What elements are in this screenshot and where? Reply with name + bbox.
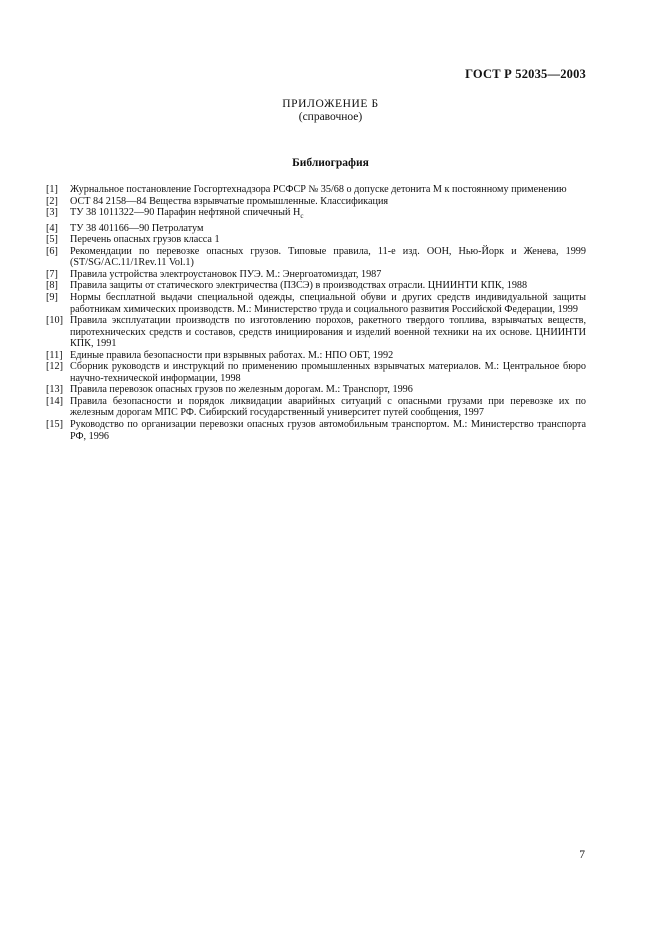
bibliography-item bbox=[46, 196, 586, 208]
document-code: ГОСТ Р 52035—2003 bbox=[465, 67, 586, 81]
bibliography-item-text: Правила устройства электроустановок ПУЭ. М.: Энергоатомиздат, 1987 bbox=[70, 268, 382, 280]
bibliography-item-number: [2] bbox=[46, 195, 58, 207]
bibliography-item-number: [11] bbox=[46, 349, 63, 361]
appendix-subtitle: (справочное) bbox=[298, 111, 363, 123]
bibliography-item-text: Правила перевозок опасных грузов по железным дорогам. М.: Транспорт, 1996 bbox=[70, 384, 413, 396]
bibliography-item bbox=[46, 315, 586, 350]
bibliography-item-text: Правила эксплуатации производств по изготовлению порохов, ракетного твердого топлива, взрывчатых веществ, пиротехнических средств и составов, средств инициирования и изделий военной техники на их основе. ЦНИИНТИ КПК, 1991 bbox=[70, 315, 586, 350]
bibliography-item-text: ТУ 38 401166—90 Петролатум bbox=[70, 222, 204, 234]
bibliography-item-number: [7] bbox=[46, 268, 58, 280]
bibliography-list bbox=[46, 184, 586, 442]
bibliography-item bbox=[46, 234, 586, 246]
bibliography-item-number: [8] bbox=[46, 280, 58, 292]
bibliography-item bbox=[46, 396, 586, 419]
bibliography-item-number: [9] bbox=[46, 291, 58, 303]
bibliography-item-text: Правила защиты от статического электричества (ПЗСЭ) в производствах отрасли. ЦНИИНТИ КПК, 1988 bbox=[70, 280, 528, 292]
bibliography-item-text: Единые правила безопасности при взрывных работах. М.: НПО ОБТ, 1992 bbox=[70, 349, 394, 361]
bibliography-item-text: Перечень опасных грузов класса 1 bbox=[70, 234, 220, 246]
bibliography-item bbox=[46, 280, 586, 292]
bibliography-item-text: Сборник руководств и инструкций по применению промышленных взрывчатых материалов. М.: Центральное бюро научно-технической информации, 1998 bbox=[70, 361, 586, 384]
bibliography-item bbox=[46, 269, 586, 281]
appendix-title: ПРИЛОЖЕНИЕ Б bbox=[282, 98, 379, 110]
bibliography-item bbox=[46, 292, 586, 315]
bibliography-item bbox=[46, 207, 586, 223]
bibliography-item-number: [15] bbox=[46, 418, 63, 430]
bibliography-item bbox=[46, 384, 586, 396]
bibliography-item-text: Нормы бесплатной выдачи специальной одежды, специальной обуви и других средств индивидуальной защиты работникам химических производств. М.: Министерство труда и социального развития Российской Федерации, 1999 bbox=[70, 291, 586, 315]
appendix-heading bbox=[0, 98, 661, 124]
bibliography-item bbox=[46, 419, 586, 442]
bibliography-item bbox=[46, 350, 586, 362]
bibliography-item-text-main: ТУ 38 1011322—90 Парафин нефтяной спичечный Н bbox=[70, 207, 301, 219]
page-number: 7 bbox=[579, 849, 585, 861]
bibliography-item-number: [6] bbox=[46, 245, 58, 257]
bibliography-item-text: Журнальное постановление Госгортехнадзора РСФСР № 35/68 о допуске детонита М к постоянному применению bbox=[70, 184, 567, 195]
bibliography-item-number: [13] bbox=[46, 384, 63, 396]
bibliography-item bbox=[46, 361, 586, 384]
bibliography-item bbox=[46, 184, 586, 196]
bibliography-item bbox=[46, 223, 586, 235]
bibliography-item-number: [1] bbox=[46, 184, 58, 195]
bibliography-item-text: ТУ 38 1011322—90 Парафин нефтяной спичечный $Н_с$ bbox=[70, 207, 304, 221]
bibliography-item-number: [12] bbox=[46, 361, 63, 373]
bibliography-item-number: [10] bbox=[46, 315, 63, 327]
bibliography-item-number: [4] bbox=[46, 222, 58, 234]
bibliography-item-number: [14] bbox=[46, 395, 63, 407]
bibliography-item bbox=[46, 246, 586, 269]
bibliography-item-number: [3] bbox=[46, 207, 58, 219]
bibliography-item-text: Руководство по организации перевозки опасных грузов автомобильным транспортом. М.: Министерство транспорта РФ, 1996 bbox=[70, 418, 586, 442]
bibliography-item-text: ОСТ 84 2158—84 Вещества взрывчатые промышленные. Классификация bbox=[70, 195, 389, 207]
bibliography-item-number: [5] bbox=[46, 234, 58, 246]
bibliography-item-text: Правила безопасности и порядок ликвидации аварийных ситуаций с опасными грузами при перевозке их по железным дорогам МПС РФ. Сибирский государственный университет путей сообщения, 1997 bbox=[70, 395, 586, 419]
bibliography-item-text: Рекомендации по перевозке опасных грузов. Типовые правила, 11-е изд. ООН, Нью-Йорк и Женева, 1999 (ST/SG/AC.11/1Rev.11 Vol.1) bbox=[70, 245, 586, 269]
bibliography-title: Библиография bbox=[292, 157, 369, 169]
